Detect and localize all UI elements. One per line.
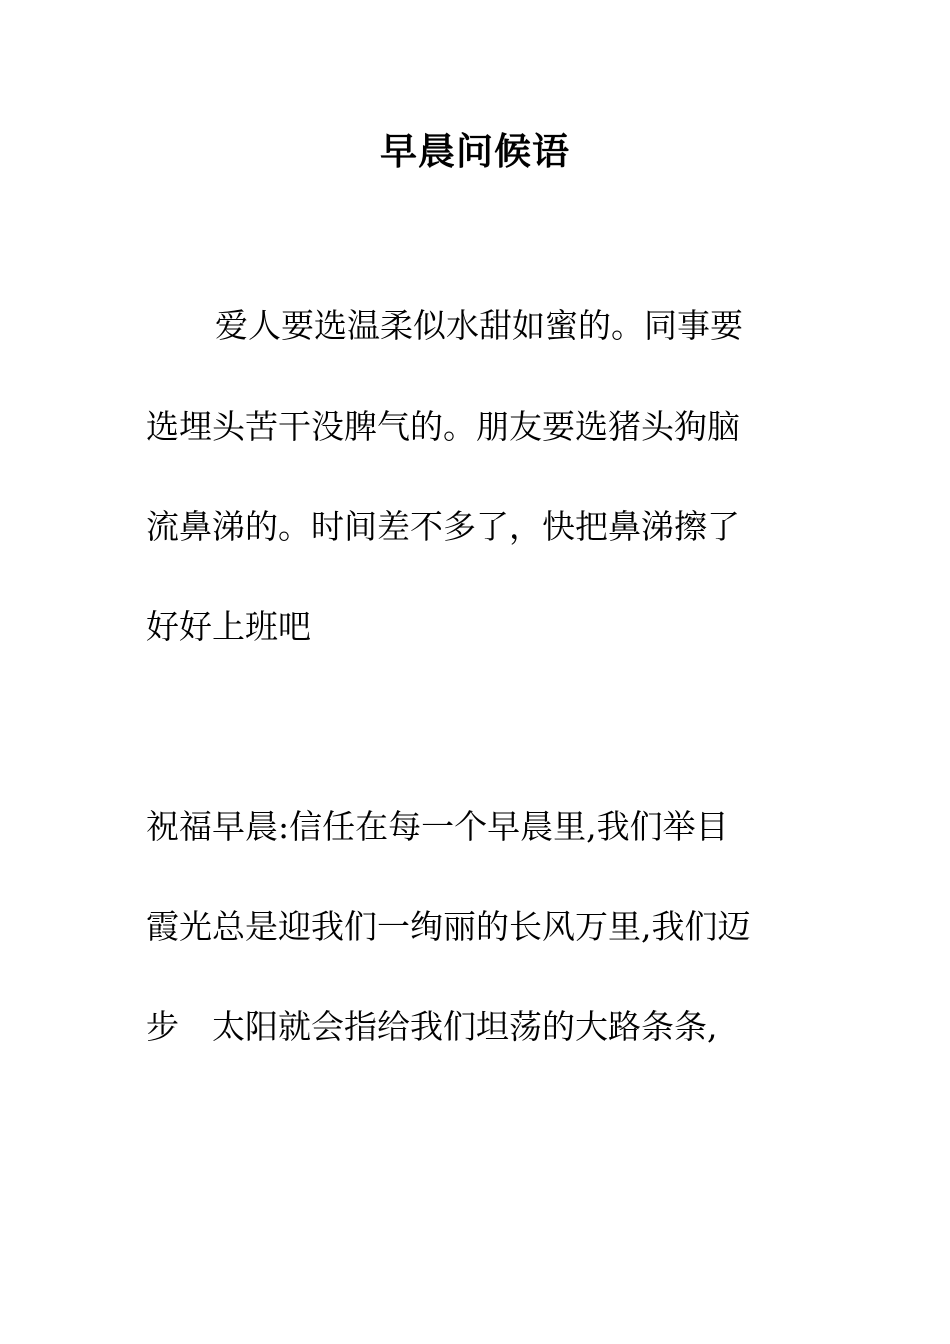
paragraph-line: 好好上班吧	[146, 607, 311, 646]
paragraph-line: 选埋头苦干没脾气的。朋友要选猪头狗脑	[146, 407, 740, 446]
paragraph-line: 祝福早晨:信任在每一个早晨里,我们举目	[146, 807, 729, 846]
document-title: 早晨问候语	[380, 129, 570, 173]
paragraph-line: 爱人要选温柔似水甜如蜜的。同事要	[215, 306, 743, 345]
paragraph-line: 流鼻涕的。时间差不多了，快把鼻涕擦了	[146, 507, 740, 546]
paragraph-line: 步 太阳就会指给我们坦荡的大路条条,	[146, 1007, 718, 1046]
paragraph-line: 霞光总是迎我们一绚丽的长风万里,我们迈	[146, 907, 751, 946]
